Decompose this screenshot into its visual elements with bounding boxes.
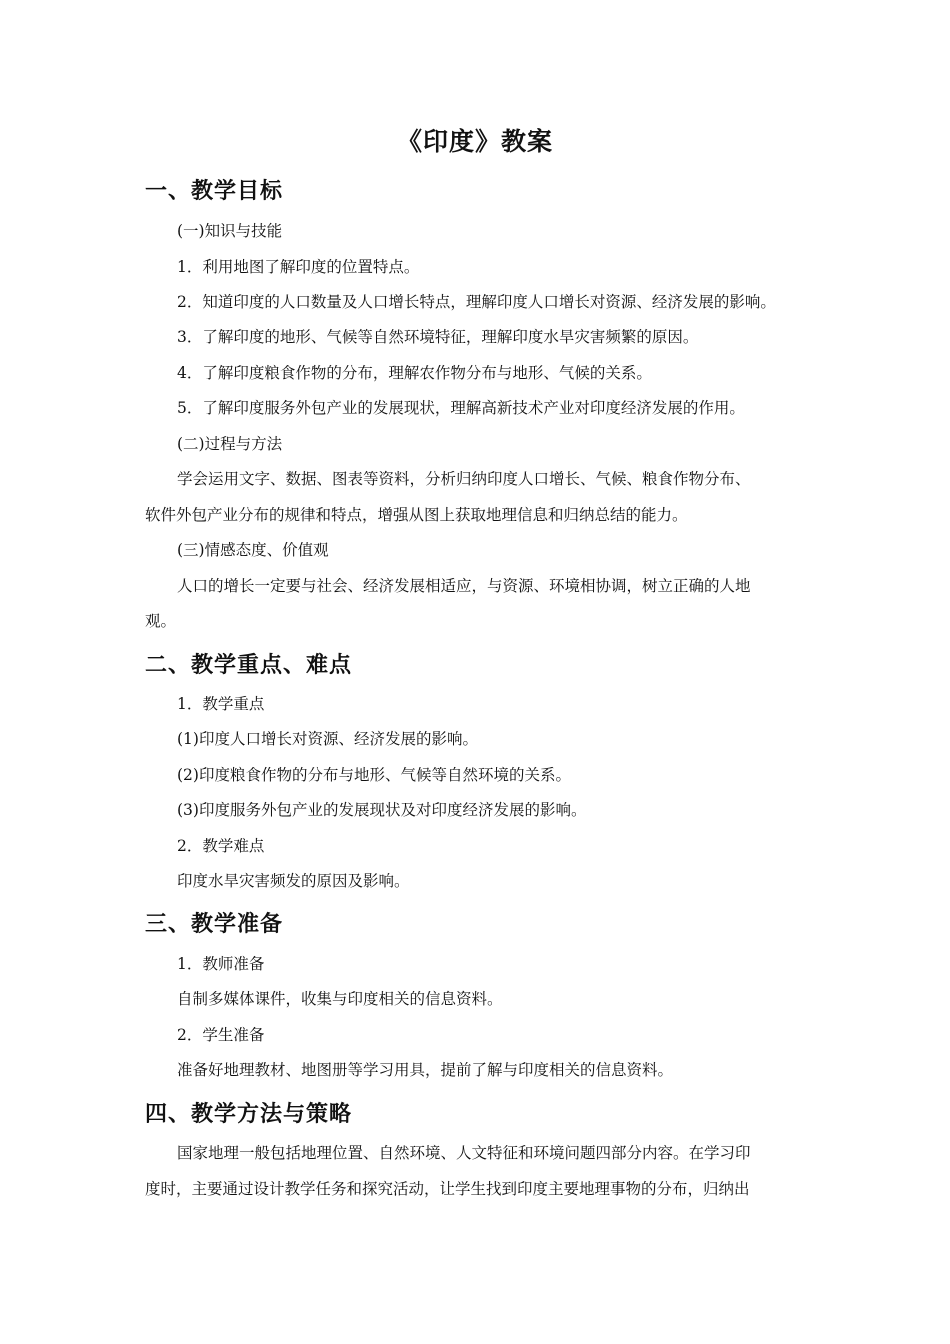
difficulty-text: 印度水旱灾害频发的原因及影响。 — [177, 872, 410, 890]
student-prep-text: 准备好地理教材、地图册等学习用具，提前了解与印度相关的信息资料。 — [177, 1061, 674, 1079]
strategy-paragraph-line-1: 国家地理一般包括地理位置、自然环境、人文特征和环境问题四部分内容。在学习印 — [177, 1144, 751, 1162]
subheading-student-prep: 2．学生准备 — [177, 1026, 265, 1044]
strategy-paragraph-line-2: 度时，主要通过设计教学任务和探究活动，让学生找到印度主要地理事物的分布，归纳出 — [145, 1180, 750, 1198]
section-heading-preparation: 三、教学准备 — [145, 912, 284, 937]
subheading-key-points: 1．教学重点 — [177, 695, 265, 713]
objective-item-3: 3．了解印度的地形、气候等自然环境特征，理解印度水旱灾害频繁的原因。 — [177, 328, 699, 346]
objective-item-2: 2．知道印度的人口数量及人口增长特点，理解印度人口增长对资源、经济发展的影响。 — [177, 293, 776, 311]
paragraph-values-line-1: 人口的增长一定要与社会、经济发展相适应，与资源、环境相协调，树立正确的人地 — [177, 577, 751, 595]
key-point-1: (1)印度人口增长对资源、经济发展的影响。 — [177, 730, 478, 748]
objective-item-4: 4．了解印度粮食作物的分布，理解农作物分布与地形、气候的关系。 — [177, 364, 652, 382]
subheading-teacher-prep: 1．教师准备 — [177, 955, 265, 973]
key-point-2: (2)印度粮食作物的分布与地形、气候等自然环境的关系。 — [177, 766, 571, 784]
document-title: 《印度》教案 — [396, 127, 553, 156]
paragraph-values-line-2: 观。 — [145, 612, 177, 630]
section-heading-methods-strategies: 四、教学方法与策略 — [145, 1102, 353, 1127]
paragraph-methods-line-1: 学会运用文字、数据、图表等资料，分析归纳印度人口增长、气候、粮食作物分布、 — [177, 470, 751, 488]
subheading-process-methods: (二)过程与方法 — [177, 435, 283, 453]
subheading-difficulties: 2．教学难点 — [177, 837, 265, 855]
paragraph-methods-line-2: 软件外包产业分布的规律和特点，增强从图上获取地理信息和归纳总结的能力。 — [145, 506, 688, 524]
teacher-prep-text: 自制多媒体课件，收集与印度相关的信息资料。 — [177, 990, 503, 1008]
subheading-knowledge-skills: (一)知识与技能 — [177, 222, 283, 240]
subheading-attitudes-values: (三)情感态度、价值观 — [177, 541, 329, 559]
section-heading-key-points: 二、教学重点、难点 — [145, 653, 353, 678]
objective-item-1: 1．利用地图了解印度的位置特点。 — [177, 258, 420, 276]
key-point-3: (3)印度服务外包产业的发展现状及对印度经济发展的影响。 — [177, 801, 587, 819]
objective-item-5: 5．了解印度服务外包产业的发展现状，理解高新技术产业对印度经济发展的作用。 — [177, 399, 745, 417]
section-heading-objectives: 一、教学目标 — [145, 179, 284, 204]
